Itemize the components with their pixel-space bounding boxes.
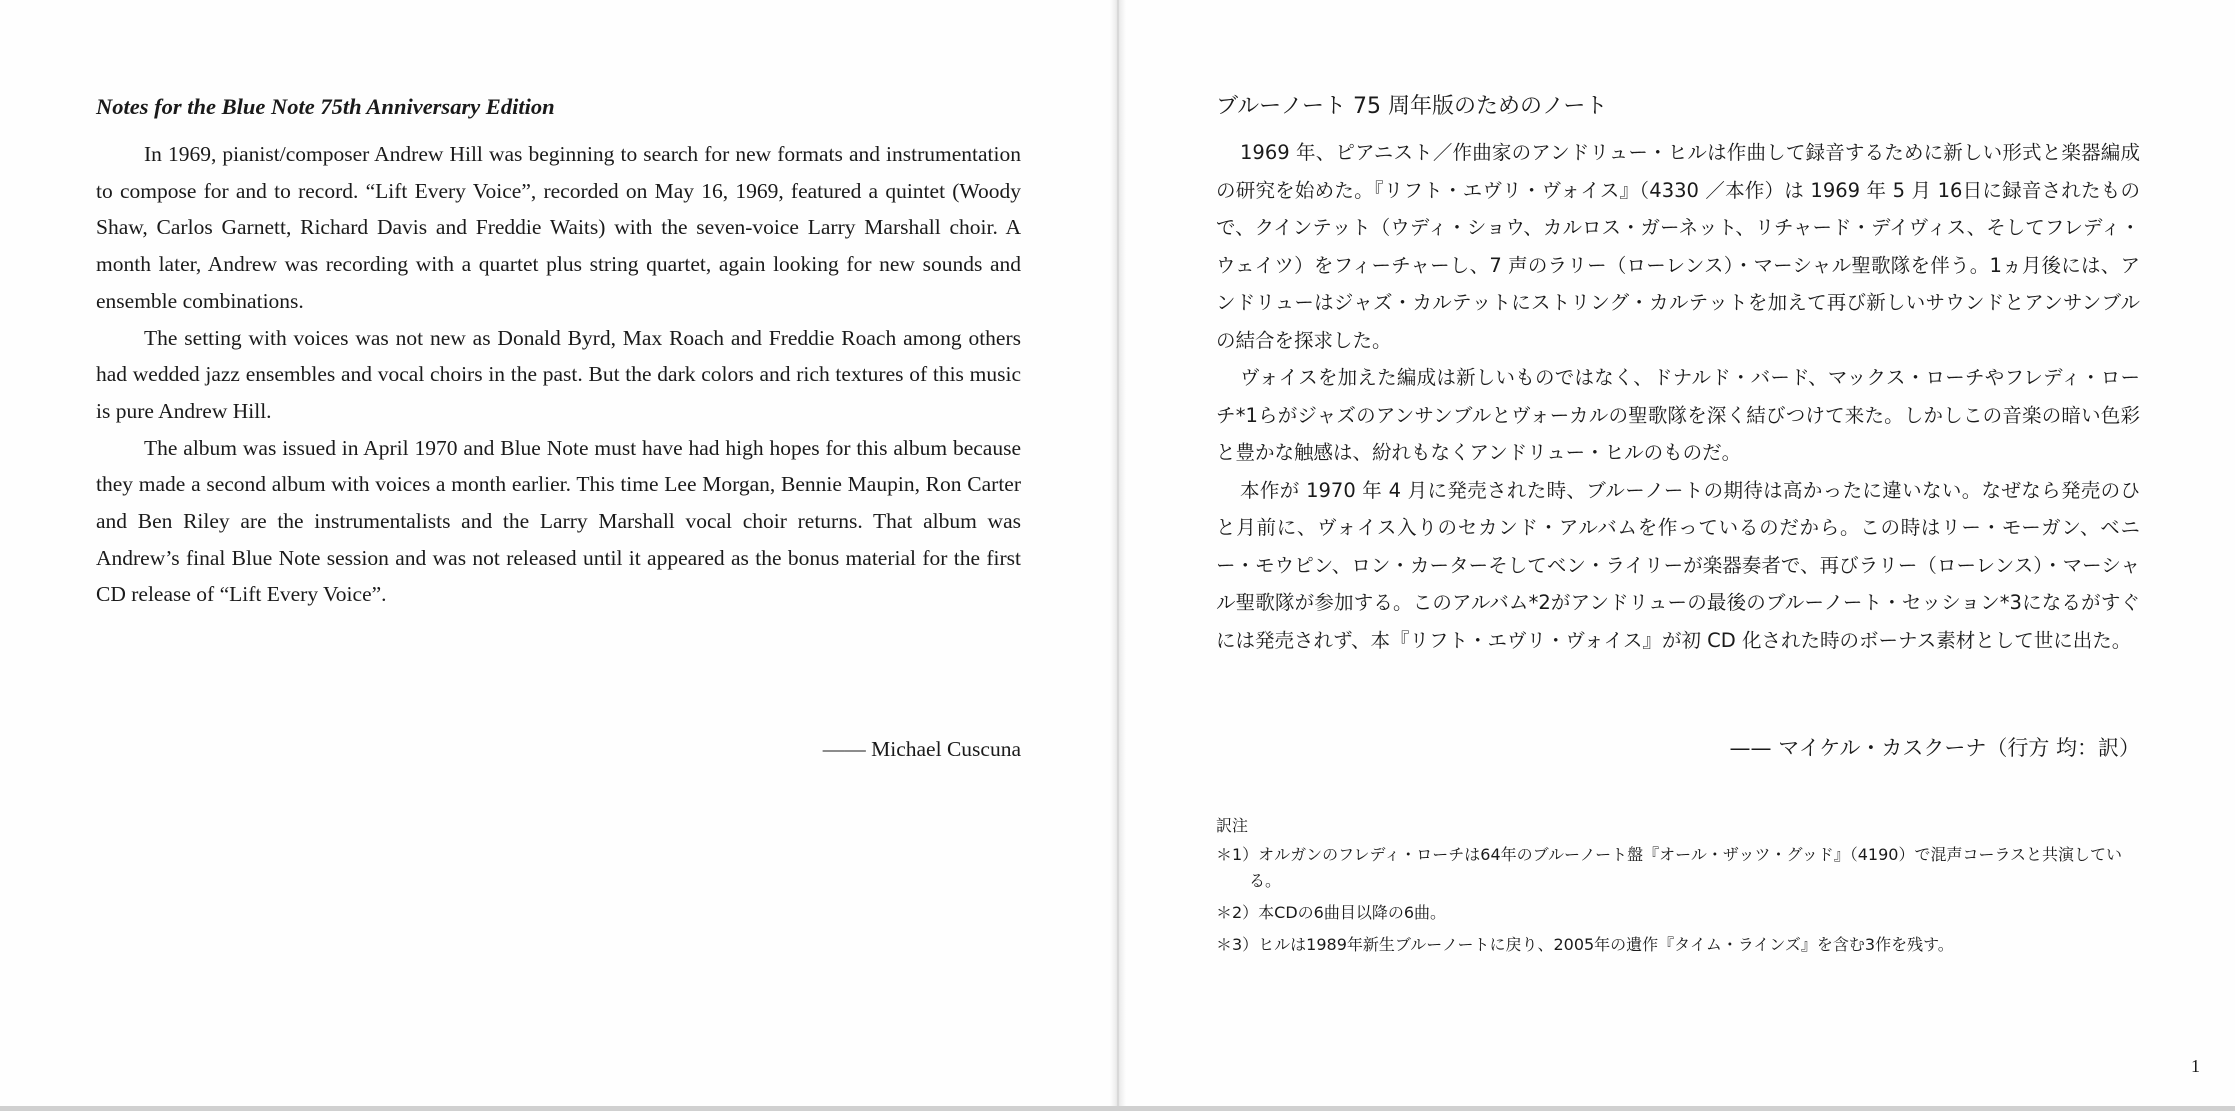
japanese-paragraph-2: ヴォイスを加えた編成は新しいものではなく、ドナルド・バード、マックス・ローチやフレディ・ローチ*1らがジャズのアンサンブルとヴォーカルの聖歌隊を深く結びつけて来た。しかしこの音楽の暗い色彩と豊かな触感は、紛れもなくアンドリュー・ヒルのものだ。 <box>1216 366 2140 464</box>
translator-note-3: ＊3）ヒルは1989年新生ブルーノートに戻り、2005年の遺作『タイム・ラインズ』を含む3作を残す。 <box>1216 935 1954 954</box>
japanese-paragraph-3: 本作が 1970 年 4 月に発売された時、ブルーノートの期待は高かったに違いない。なぜなら発売のひと月前に、ヴォイス入りのセカンド・アルバムを作っているのだから。この時はリー・モーガン、ベニー・モウピン、ロン・カーターそしてベン・ライリーが楽器奏者で、再びラリー（ローレンス）・マーシャル聖歌隊が参加する。このアルバム*2がアンドリューの最後のブルーノート・セッション*3になるがすぐには発売されず、本『リフト・エヴリ・ヴォイス』が初 CD 化された時のボーナス素材として世に出た。 <box>1216 478 2140 652</box>
page-bottom-edge <box>0 1106 2235 1111</box>
english-paragraph-1: In 1969, pianist/composer Andrew Hill was beginning to search for new formats and instrumentation to compose for and to record. “Lift Every Voice”, recorded on May 16, 1969, featured a quintet (Woody Shaw, Carlos Garnett, Richard Davis and Freddie Waits) with the seven-voice Larry Marshall choir. A month later, Andrew was recording with a quartet plus string quartet, again looking for new sounds and ensemble combinations. <box>96 142 1021 313</box>
english-title: Notes for the Blue Note 75th Anniversary Edition <box>96 94 555 119</box>
translator-notes <box>1216 812 2140 964</box>
japanese-notes <box>1216 90 2140 659</box>
japanese-paragraph-1: 1969 年、ピアニスト／作曲家のアンドリュー・ヒルは作曲して録音するために新しい形式と楽器編成の研究を始めた。『リフト・エヴリ・ヴォイス』（4330 ／本作）は 1969 年 5 月 16日に録音されたもので、クインテット（ウディ・ショウ、カルロス・ガーネット、リチャード・デイヴィス、そしてフレディ・ウェイツ）をフィーチャーし、7 声のラリー（ローレンス）・マーシャル聖歌隊を伴う。1ヵ月後には、アンドリューはジャズ・カルテットにストリング・カルテットを加えて再び新しいサウンドとアンサンブルの結合を探求した。 <box>1216 141 2140 352</box>
japanese-signature: —— マイケル・カスクーナ（行方 均：訳） <box>1729 736 2140 760</box>
english-notes <box>96 90 1021 613</box>
translator-note-1: ＊1）オルガンのフレディ・ローチは64年のブルーノート盤『オール・ザッツ・グッド』（4190）で混声コーラスと共演している。 <box>1216 845 2122 890</box>
english-paragraph-2: The setting with voices was not new as Donald Byrd, Max Roach and Freddie Roach among others had wedded jazz ensembles and vocal choirs in the past. But the dark colors and rich textures of this music is pure Andrew Hill. <box>96 325 1021 423</box>
translator-notes-heading: 訳注 <box>1216 816 1249 835</box>
english-paragraph-3: The album was issued in April 1970 and Blue Note must have had high hopes for this album because they made a second album with voices a month earlier. This time Lee Morgan, Bennie Maupin, Ron Carter and Ben Riley are the instrumentalists and the Larry Marshall vocal choir returns. That album was Andrew’s final Blue Note session and was not released until it appeared as the bonus material for the first CD release of “Lift Every Voice”. <box>96 435 1021 607</box>
page-gutter <box>1110 0 1126 1111</box>
japanese-title: ブルーノート 75 周年版のためのノート <box>1216 94 1608 119</box>
translator-note-2: ＊2）本CDの6曲目以降の6曲。 <box>1216 903 1447 922</box>
english-signature: —— Michael Cuscuna <box>822 737 1021 761</box>
page-number: 1 <box>2191 1056 2200 1076</box>
